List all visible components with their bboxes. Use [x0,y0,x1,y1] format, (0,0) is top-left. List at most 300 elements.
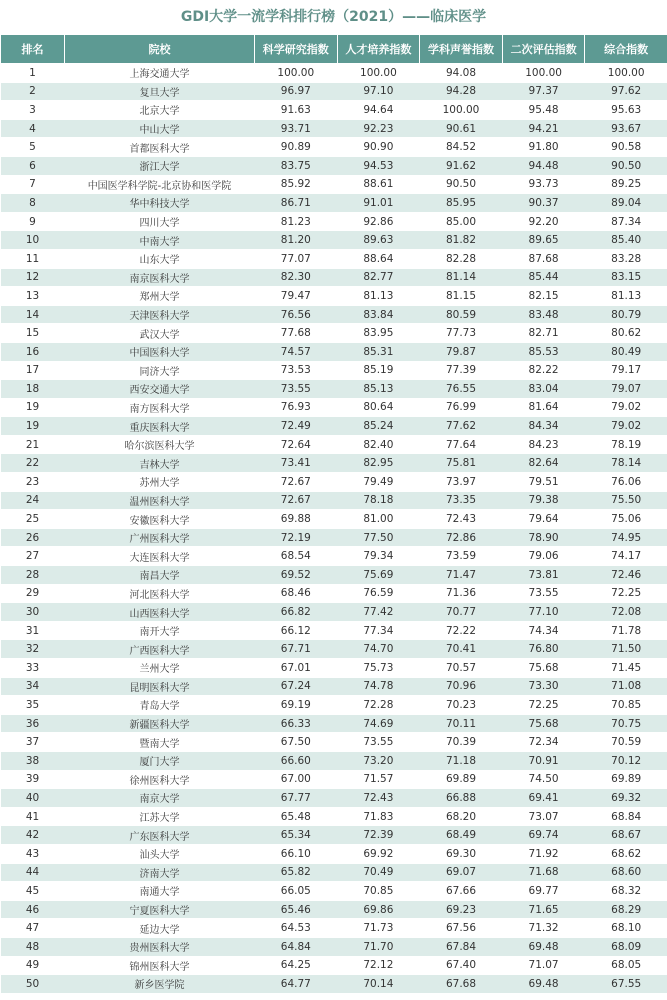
cell-talent-index: 74.78 [337,677,420,696]
cell-reputation-index: 82.28 [420,249,503,268]
cell-research-index: 66.82 [255,603,338,622]
cell-reputation-index: 70.96 [420,677,503,696]
cell-research-index: 77.68 [255,324,338,343]
cell-secondary-eval-index: 69.74 [502,826,585,845]
cell-reputation-index: 77.39 [420,361,503,380]
cell-secondary-eval-index: 72.34 [502,733,585,752]
cell-rank: 4 [1,119,65,138]
cell-reputation-index: 67.66 [420,882,503,901]
table-row [1,844,667,863]
cell-reputation-index: 69.23 [420,900,503,919]
cell-overall-index: 87.34 [585,212,667,231]
cell-overall-index: 70.59 [585,733,667,752]
table-row [1,305,667,324]
cell-rank: 16 [1,342,65,361]
table-row [1,194,667,213]
cell-school: 贵州医科大学 [65,937,255,956]
table-row [1,491,667,510]
cell-rank: 19 [1,417,65,436]
cell-school: 北京大学 [65,101,255,120]
cell-reputation-index: 94.08 [420,64,503,83]
cell-secondary-eval-index: 74.50 [502,770,585,789]
cell-rank: 38 [1,751,65,770]
cell-research-index: 69.19 [255,696,338,715]
cell-overall-index: 95.63 [585,101,667,120]
table-row [1,733,667,752]
cell-school: 昆明医科大学 [65,677,255,696]
cell-secondary-eval-index: 69.48 [502,937,585,956]
cell-rank: 30 [1,603,65,622]
cell-talent-index: 70.85 [337,882,420,901]
cell-research-index: 69.52 [255,566,338,585]
cell-talent-index: 88.61 [337,175,420,194]
cell-rank: 42 [1,826,65,845]
cell-school: 华中科技大学 [65,194,255,213]
header-rank: 排名 [1,35,65,64]
table-row [1,659,667,678]
cell-overall-index: 74.95 [585,528,667,547]
cell-reputation-index: 100.00 [420,101,503,120]
cell-school: 汕头大学 [65,844,255,863]
cell-overall-index: 71.45 [585,659,667,678]
cell-talent-index: 75.73 [337,659,420,678]
cell-research-index: 72.64 [255,435,338,454]
cell-secondary-eval-index: 85.53 [502,342,585,361]
cell-talent-index: 78.18 [337,491,420,510]
header-school: 院校 [65,35,255,64]
cell-research-index: 67.01 [255,659,338,678]
cell-rank: 21 [1,435,65,454]
cell-talent-index: 72.39 [337,826,420,845]
table-row [1,82,667,101]
table-row [1,417,667,436]
cell-secondary-eval-index: 71.32 [502,919,585,938]
cell-overall-index: 74.17 [585,547,667,566]
cell-rank: 36 [1,714,65,733]
table-row [1,956,667,975]
cell-secondary-eval-index: 94.48 [502,156,585,175]
cell-school: 温州医科大学 [65,491,255,510]
cell-secondary-eval-index: 73.81 [502,566,585,585]
table-row [1,751,667,770]
cell-school: 中南大学 [65,231,255,250]
table-row [1,324,667,343]
table-row [1,975,667,994]
ranking-table [0,34,667,994]
table-row [1,714,667,733]
cell-rank: 14 [1,305,65,324]
cell-rank: 49 [1,956,65,975]
cell-talent-index: 80.64 [337,398,420,417]
cell-school: 南昌大学 [65,566,255,585]
cell-rank: 8 [1,194,65,213]
cell-reputation-index: 77.64 [420,435,503,454]
cell-research-index: 67.77 [255,789,338,808]
cell-talent-index: 92.86 [337,212,420,231]
cell-talent-index: 85.19 [337,361,420,380]
cell-research-index: 64.77 [255,975,338,994]
cell-research-index: 64.25 [255,956,338,975]
table-row [1,863,667,882]
cell-talent-index: 77.42 [337,603,420,622]
cell-overall-index: 83.28 [585,249,667,268]
cell-research-index: 90.89 [255,138,338,157]
cell-reputation-index: 77.62 [420,417,503,436]
cell-overall-index: 75.50 [585,491,667,510]
cell-rank: 10 [1,231,65,250]
table-row [1,435,667,454]
table-row [1,826,667,845]
cell-school: 兰州大学 [65,659,255,678]
cell-rank: 33 [1,659,65,678]
cell-rank: 44 [1,863,65,882]
table-row [1,566,667,585]
cell-reputation-index: 67.40 [420,956,503,975]
cell-secondary-eval-index: 89.65 [502,231,585,250]
cell-talent-index: 94.53 [337,156,420,175]
cell-rank: 41 [1,807,65,826]
table-row [1,919,667,938]
cell-overall-index: 85.40 [585,231,667,250]
cell-school: 中山大学 [65,119,255,138]
cell-overall-index: 68.09 [585,937,667,956]
cell-rank: 48 [1,937,65,956]
cell-rank: 19 [1,398,65,417]
cell-research-index: 81.20 [255,231,338,250]
cell-secondary-eval-index: 93.73 [502,175,585,194]
cell-school: 南京大学 [65,789,255,808]
cell-school: 青岛大学 [65,696,255,715]
cell-overall-index: 81.13 [585,287,667,306]
header-secondary-eval-index: 二次评估指数 [502,35,585,64]
cell-overall-index: 79.07 [585,380,667,399]
cell-overall-index: 78.19 [585,435,667,454]
cell-overall-index: 68.62 [585,844,667,863]
cell-talent-index: 83.84 [337,305,420,324]
cell-reputation-index: 70.11 [420,714,503,733]
cell-reputation-index: 70.57 [420,659,503,678]
cell-talent-index: 71.57 [337,770,420,789]
cell-research-index: 64.84 [255,937,338,956]
cell-rank: 7 [1,175,65,194]
cell-overall-index: 71.78 [585,621,667,640]
table-row [1,287,667,306]
cell-research-index: 68.54 [255,547,338,566]
table-row [1,212,667,231]
cell-secondary-eval-index: 79.38 [502,491,585,510]
cell-overall-index: 71.08 [585,677,667,696]
header-overall-index: 综合指数 [585,35,667,64]
cell-overall-index: 71.50 [585,640,667,659]
cell-reputation-index: 71.47 [420,566,503,585]
cell-overall-index: 89.04 [585,194,667,213]
cell-secondary-eval-index: 82.15 [502,287,585,306]
cell-overall-index: 78.14 [585,454,667,473]
cell-school: 广东医科大学 [65,826,255,845]
cell-overall-index: 72.25 [585,584,667,603]
cell-overall-index: 68.05 [585,956,667,975]
cell-secondary-eval-index: 84.34 [502,417,585,436]
cell-school: 广西医科大学 [65,640,255,659]
cell-overall-index: 76.06 [585,473,667,492]
cell-reputation-index: 72.22 [420,621,503,640]
cell-research-index: 82.30 [255,268,338,287]
cell-reputation-index: 69.30 [420,844,503,863]
cell-secondary-eval-index: 75.68 [502,659,585,678]
cell-school: 新乡医学院 [65,975,255,994]
cell-talent-index: 69.92 [337,844,420,863]
cell-secondary-eval-index: 73.07 [502,807,585,826]
cell-secondary-eval-index: 69.48 [502,975,585,994]
cell-secondary-eval-index: 83.48 [502,305,585,324]
cell-secondary-eval-index: 92.20 [502,212,585,231]
cell-rank: 34 [1,677,65,696]
cell-overall-index: 100.00 [585,64,667,83]
table-row [1,156,667,175]
table-row [1,603,667,622]
cell-secondary-eval-index: 71.65 [502,900,585,919]
cell-talent-index: 83.95 [337,324,420,343]
cell-overall-index: 97.62 [585,82,667,101]
header-talent-index: 人才培养指数 [337,35,420,64]
cell-rank: 1 [1,64,65,83]
cell-reputation-index: 85.00 [420,212,503,231]
cell-reputation-index: 72.86 [420,528,503,547]
cell-school: 河北医科大学 [65,584,255,603]
cell-school: 四川大学 [65,212,255,231]
cell-rank: 27 [1,547,65,566]
cell-secondary-eval-index: 84.23 [502,435,585,454]
cell-talent-index: 71.73 [337,919,420,938]
cell-reputation-index: 68.20 [420,807,503,826]
cell-rank: 17 [1,361,65,380]
cell-talent-index: 90.90 [337,138,420,157]
cell-secondary-eval-index: 79.06 [502,547,585,566]
cell-talent-index: 71.83 [337,807,420,826]
cell-secondary-eval-index: 69.41 [502,789,585,808]
cell-research-index: 72.67 [255,491,338,510]
cell-research-index: 67.71 [255,640,338,659]
cell-talent-index: 73.55 [337,733,420,752]
table-row [1,342,667,361]
cell-overall-index: 70.12 [585,751,667,770]
cell-talent-index: 72.12 [337,956,420,975]
cell-secondary-eval-index: 100.00 [502,64,585,83]
cell-school: 宁夏医科大学 [65,900,255,919]
cell-school: 郑州大学 [65,287,255,306]
cell-talent-index: 81.00 [337,510,420,529]
cell-talent-index: 70.14 [337,975,420,994]
cell-rank: 18 [1,380,65,399]
table-row [1,528,667,547]
cell-overall-index: 72.46 [585,566,667,585]
cell-reputation-index: 73.97 [420,473,503,492]
cell-research-index: 65.34 [255,826,338,845]
cell-school: 南方医科大学 [65,398,255,417]
cell-research-index: 73.53 [255,361,338,380]
cell-secondary-eval-index: 95.48 [502,101,585,120]
cell-secondary-eval-index: 82.64 [502,454,585,473]
cell-school: 新疆医科大学 [65,714,255,733]
cell-research-index: 67.24 [255,677,338,696]
cell-talent-index: 85.31 [337,342,420,361]
header-reputation-index: 学科声誉指数 [420,35,503,64]
cell-research-index: 79.47 [255,287,338,306]
cell-secondary-eval-index: 91.80 [502,138,585,157]
cell-talent-index: 76.59 [337,584,420,603]
cell-school: 山东大学 [65,249,255,268]
cell-reputation-index: 94.28 [420,82,503,101]
cell-school: 吉林大学 [65,454,255,473]
cell-secondary-eval-index: 71.68 [502,863,585,882]
cell-overall-index: 89.25 [585,175,667,194]
cell-reputation-index: 76.55 [420,380,503,399]
cell-rank: 35 [1,696,65,715]
cell-reputation-index: 75.81 [420,454,503,473]
cell-school: 徐州医科大学 [65,770,255,789]
cell-talent-index: 89.63 [337,231,420,250]
cell-reputation-index: 70.77 [420,603,503,622]
page-title: GDI大学一流学科排行榜（2021）——临床医学 [0,0,667,34]
cell-talent-index: 91.01 [337,194,420,213]
cell-secondary-eval-index: 82.22 [502,361,585,380]
cell-school: 重庆医科大学 [65,417,255,436]
cell-reputation-index: 91.62 [420,156,503,175]
cell-overall-index: 70.75 [585,714,667,733]
cell-reputation-index: 70.23 [420,696,503,715]
cell-overall-index: 79.02 [585,417,667,436]
cell-rank: 46 [1,900,65,919]
cell-research-index: 100.00 [255,64,338,83]
cell-secondary-eval-index: 75.68 [502,714,585,733]
cell-school: 广州医科大学 [65,528,255,547]
cell-overall-index: 90.58 [585,138,667,157]
cell-research-index: 74.57 [255,342,338,361]
table-row [1,900,667,919]
cell-talent-index: 82.40 [337,435,420,454]
cell-research-index: 76.93 [255,398,338,417]
cell-secondary-eval-index: 78.90 [502,528,585,547]
cell-overall-index: 72.08 [585,603,667,622]
table-row [1,380,667,399]
cell-research-index: 76.56 [255,305,338,324]
cell-school: 天津医科大学 [65,305,255,324]
table-row [1,584,667,603]
cell-reputation-index: 90.50 [420,175,503,194]
cell-rank: 29 [1,584,65,603]
cell-research-index: 81.23 [255,212,338,231]
table-row [1,249,667,268]
cell-overall-index: 69.89 [585,770,667,789]
cell-reputation-index: 71.18 [420,751,503,770]
cell-overall-index: 80.79 [585,305,667,324]
cell-rank: 43 [1,844,65,863]
cell-rank: 11 [1,249,65,268]
table-row [1,231,667,250]
cell-talent-index: 100.00 [337,64,420,83]
cell-research-index: 72.19 [255,528,338,547]
cell-school: 延边大学 [65,919,255,938]
cell-research-index: 66.05 [255,882,338,901]
cell-school: 上海交通大学 [65,64,255,83]
table-row [1,138,667,157]
cell-rank: 15 [1,324,65,343]
cell-research-index: 83.75 [255,156,338,175]
cell-reputation-index: 73.59 [420,547,503,566]
cell-talent-index: 70.49 [337,863,420,882]
cell-rank: 26 [1,528,65,547]
cell-overall-index: 68.32 [585,882,667,901]
cell-overall-index: 93.67 [585,119,667,138]
cell-talent-index: 75.69 [337,566,420,585]
table-row [1,807,667,826]
cell-talent-index: 77.34 [337,621,420,640]
cell-reputation-index: 69.07 [420,863,503,882]
cell-overall-index: 90.50 [585,156,667,175]
header-research-index: 科学研究指数 [255,35,338,64]
cell-school: 济南大学 [65,863,255,882]
cell-overall-index: 83.15 [585,268,667,287]
cell-reputation-index: 71.36 [420,584,503,603]
cell-rank: 6 [1,156,65,175]
cell-rank: 2 [1,82,65,101]
table-row [1,64,667,83]
cell-school: 厦门大学 [65,751,255,770]
cell-research-index: 96.97 [255,82,338,101]
cell-rank: 24 [1,491,65,510]
cell-talent-index: 77.50 [337,528,420,547]
cell-overall-index: 68.67 [585,826,667,845]
cell-school: 山西医科大学 [65,603,255,622]
cell-research-index: 65.82 [255,863,338,882]
cell-reputation-index: 73.35 [420,491,503,510]
cell-reputation-index: 81.15 [420,287,503,306]
cell-research-index: 72.67 [255,473,338,492]
cell-secondary-eval-index: 87.68 [502,249,585,268]
cell-secondary-eval-index: 82.71 [502,324,585,343]
cell-rank: 31 [1,621,65,640]
cell-overall-index: 75.06 [585,510,667,529]
cell-reputation-index: 90.61 [420,119,503,138]
cell-secondary-eval-index: 70.91 [502,751,585,770]
cell-secondary-eval-index: 71.92 [502,844,585,863]
cell-overall-index: 79.17 [585,361,667,380]
cell-overall-index: 68.29 [585,900,667,919]
cell-rank: 50 [1,975,65,994]
table-row [1,696,667,715]
table-row [1,119,667,138]
cell-overall-index: 70.85 [585,696,667,715]
cell-overall-index: 68.10 [585,919,667,938]
cell-reputation-index: 70.39 [420,733,503,752]
cell-rank: 13 [1,287,65,306]
cell-reputation-index: 67.84 [420,937,503,956]
table-row [1,268,667,287]
table-row [1,547,667,566]
cell-secondary-eval-index: 97.37 [502,82,585,101]
table-row [1,361,667,380]
cell-research-index: 65.48 [255,807,338,826]
cell-research-index: 66.12 [255,621,338,640]
cell-research-index: 73.55 [255,380,338,399]
cell-school: 西安交通大学 [65,380,255,399]
cell-rank: 3 [1,101,65,120]
cell-school: 中国医学科学院-北京协和医学院 [65,175,255,194]
cell-reputation-index: 84.52 [420,138,503,157]
cell-talent-index: 97.10 [337,82,420,101]
table-row [1,770,667,789]
cell-secondary-eval-index: 73.55 [502,584,585,603]
